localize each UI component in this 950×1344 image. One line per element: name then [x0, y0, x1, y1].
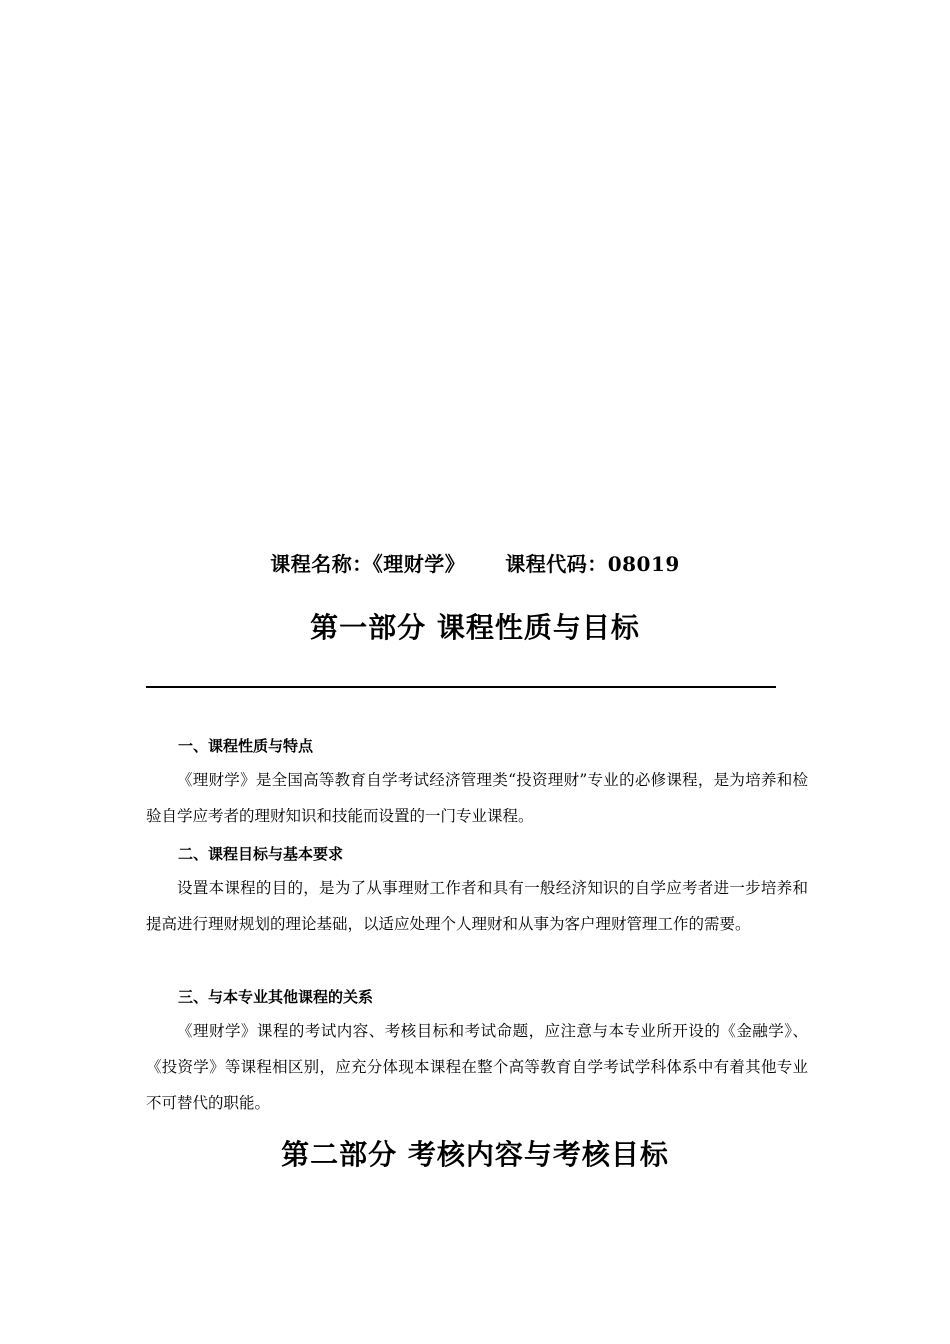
course-info-line [0, 548, 950, 577]
section-heading-nature: 一、课程性质与特点 [178, 737, 314, 755]
section-body-goals: 设置本课程的目的，是为了从事理财工作者和具有一般经济知识的自学应考者进一步培养和提高进行理财规划的理论基础，以适应处理个人理财和从事为客户理财管理工作的需要。 [146, 879, 808, 933]
horizontal-divider [146, 686, 776, 688]
section-body-relations: 《理财学》课程的考试内容、考核目标和考试命题，应注意与本专业所开设的《金融学》、《投资学》等课程相区别，应充分体现本课程在整个高等教育自学考试学科体系中有着其他专业不可替代的职能。 [146, 1022, 808, 1112]
section-heading-goals: 二、课程目标与基本要求 [178, 845, 344, 863]
section-body-nature: 《理财学》是全国高等教育自学考试经济管理类“投资理财”专业的必修课程，是为培养和检验自学应考者的理财知识和技能而设置的一门专业课程。 [146, 771, 808, 825]
course-name: 课程名称：《理财学》 [270, 552, 466, 576]
part-two-title: 第二部分 考核内容与考核目标 [281, 1138, 669, 1171]
section-heading-relations: 三、与本专业其他课程的关系 [178, 988, 374, 1006]
course-code: 课程代码：08019 [505, 552, 680, 576]
part-one-title: 第一部分 课程性质与目标 [310, 611, 640, 644]
